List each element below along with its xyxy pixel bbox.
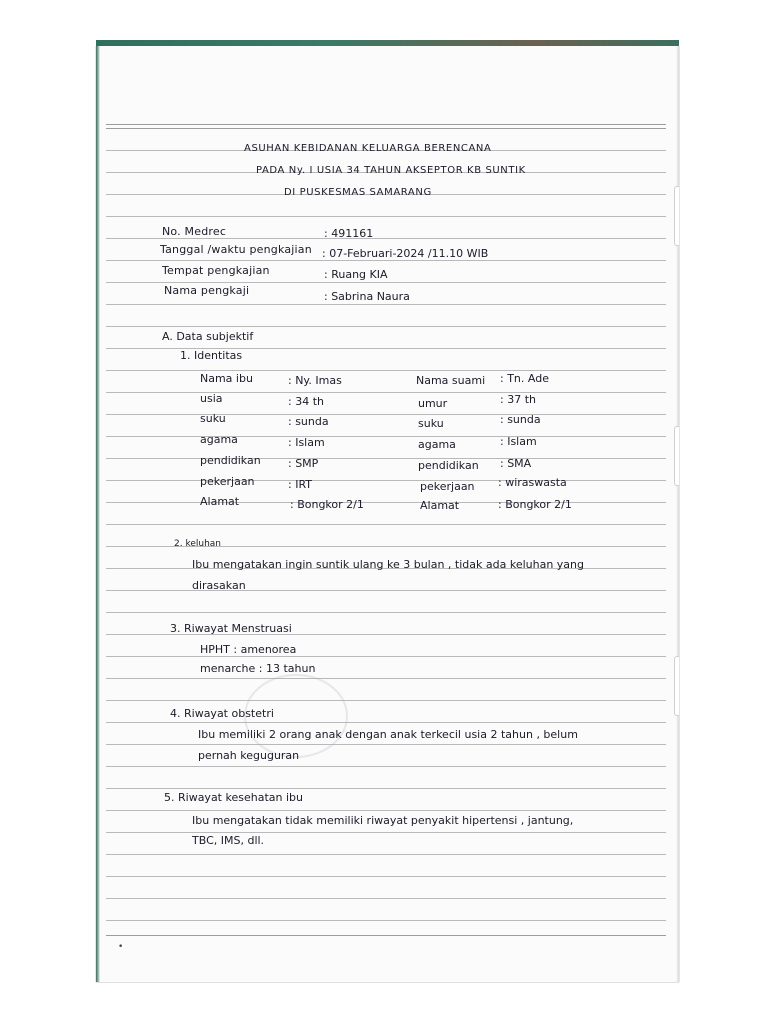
header-line-1: ASUHAN KEBIDANAN KELUARGA BERENCANA: [244, 143, 492, 154]
ruled-line: [106, 920, 666, 921]
ruled-line: [106, 678, 666, 679]
notebook-page: [96, 46, 679, 982]
identitas-value: : SMP: [288, 457, 319, 470]
ruled-line: [106, 766, 666, 767]
kesehatan-line-1: Ibu mengatakan tidak memiliki riwayat penyakit hipertensi , jantung,: [192, 814, 574, 827]
meta-label-pengkaji: Nama pengkaji: [164, 284, 250, 297]
identitas-label: usia: [200, 392, 223, 405]
ruled-line: [106, 876, 666, 877]
obstetri-line-1: Ibu memiliki 2 orang anak dengan anak terkecil usia 2 tahun , belum: [198, 728, 578, 741]
page-edge-left: [96, 46, 100, 982]
ruled-line: [106, 722, 666, 723]
ruled-line: [106, 524, 666, 525]
kesehatan-heading: 5. Riwayat kesehatan ibu: [164, 791, 303, 804]
identitas-label: suku: [200, 412, 226, 425]
keluhan-line-2: dirasakan: [192, 579, 246, 592]
identitas-label: umur: [418, 397, 448, 410]
page-tab: [674, 186, 679, 246]
ruled-line: [106, 612, 666, 613]
ruled-line: [106, 304, 666, 305]
ruled-line: [106, 898, 666, 899]
identitas-label: pendidikan: [200, 454, 261, 467]
ruled-line: [106, 238, 666, 239]
meta-value-tanggal: : 07-Februari-2024 /11.10 WIB: [322, 247, 489, 260]
obstetri-heading: 4. Riwayat obstetri: [170, 707, 274, 720]
ruled-line: [106, 700, 666, 701]
ruled-line: [106, 124, 666, 125]
meta-label-medrec: No. Medrec: [162, 225, 227, 238]
kesehatan-line-2: TBC, IMS, dll.: [192, 834, 265, 847]
identitas-label: pekerjaan: [200, 475, 255, 488]
identitas-label: pekerjaan: [420, 480, 475, 493]
ruled-line: [106, 326, 666, 327]
menstruasi-heading: 3. Riwayat Menstruasi: [170, 622, 292, 635]
identitas-label: Nama ibu: [200, 372, 253, 385]
ruled-line: [106, 656, 666, 657]
meta-label-tempat: Tempat pengkajian: [162, 264, 270, 277]
pen-mark: •: [118, 942, 124, 952]
identitas-value: : Islam: [288, 436, 325, 449]
identitas-label: Alamat: [200, 495, 240, 508]
ruled-line: [106, 414, 666, 415]
identitas-value: : Ny. Imas: [288, 374, 342, 387]
ruled-line: [106, 216, 666, 217]
identitas-value: : Bongkor 2/1: [498, 498, 572, 511]
ruled-line: [106, 370, 666, 371]
header-line-2: PADA Ny. I USIA 34 TAHUN AKSEPTOR KB SUNTIK: [256, 165, 526, 176]
ruled-line: [106, 832, 666, 833]
meta-value-tempat: : Ruang KIA: [324, 268, 388, 281]
identitas-label: Alamat: [420, 499, 460, 512]
identitas-label: agama: [418, 438, 456, 451]
ruled-line: [106, 480, 666, 481]
identitas-value: : Bongkor 2/1: [290, 498, 364, 511]
identitas-value: : sunda: [500, 413, 541, 426]
keluhan-line-1: Ibu mengatakan ingin suntik ulang ke 3 bulan , tidak ada keluhan yang: [192, 558, 585, 571]
identitas-value: : 37 th: [500, 393, 536, 406]
ruled-line: [106, 436, 666, 437]
ruled-line: [106, 854, 666, 855]
keluhan-heading: 2. keluhan: [174, 539, 222, 549]
menstruasi-menarche: menarche : 13 tahun: [200, 662, 316, 675]
ruled-line: [106, 260, 666, 261]
meta-label-tanggal: Tanggal /waktu pengkajian: [160, 243, 312, 256]
ruled-line: [106, 935, 666, 936]
ruled-line: [106, 458, 666, 459]
obstetri-line-2: pernah keguguran: [198, 749, 300, 762]
identitas-label: Nama suami: [416, 374, 486, 387]
identitas-heading: 1. Identitas: [180, 349, 243, 362]
identitas-label: agama: [200, 433, 238, 446]
identitas-value: : 34 th: [288, 395, 324, 408]
ruled-line: [106, 128, 666, 129]
ruled-line: [106, 788, 666, 789]
identitas-value: : Tn. Ade: [500, 372, 549, 385]
header-line-3: DI PUSKESMAS SAMARANG: [284, 187, 432, 198]
identitas-value: : wiraswasta: [498, 476, 567, 489]
identitas-label: suku: [418, 417, 444, 430]
identitas-label: pendidikan: [418, 459, 479, 472]
menstruasi-hpht: HPHT : amenorea: [200, 643, 297, 656]
page-tab: [674, 426, 679, 486]
ruled-line: [106, 502, 666, 503]
identitas-value: : sunda: [288, 415, 329, 428]
ruled-line: [106, 392, 666, 393]
ruled-line: [106, 282, 666, 283]
identitas-value: : IRT: [288, 478, 313, 491]
ruled-line: [106, 744, 666, 745]
meta-value-pengkaji: : Sabrina Naura: [324, 290, 410, 303]
identitas-value: : Islam: [500, 435, 537, 448]
ruled-line: [106, 590, 666, 591]
page-tab: [674, 656, 679, 716]
identitas-value: : SMA: [500, 457, 532, 470]
meta-value-medrec: : 491161: [324, 227, 374, 240]
ruled-line: [106, 810, 666, 811]
section-a-heading: A. Data subjektif: [162, 330, 254, 343]
